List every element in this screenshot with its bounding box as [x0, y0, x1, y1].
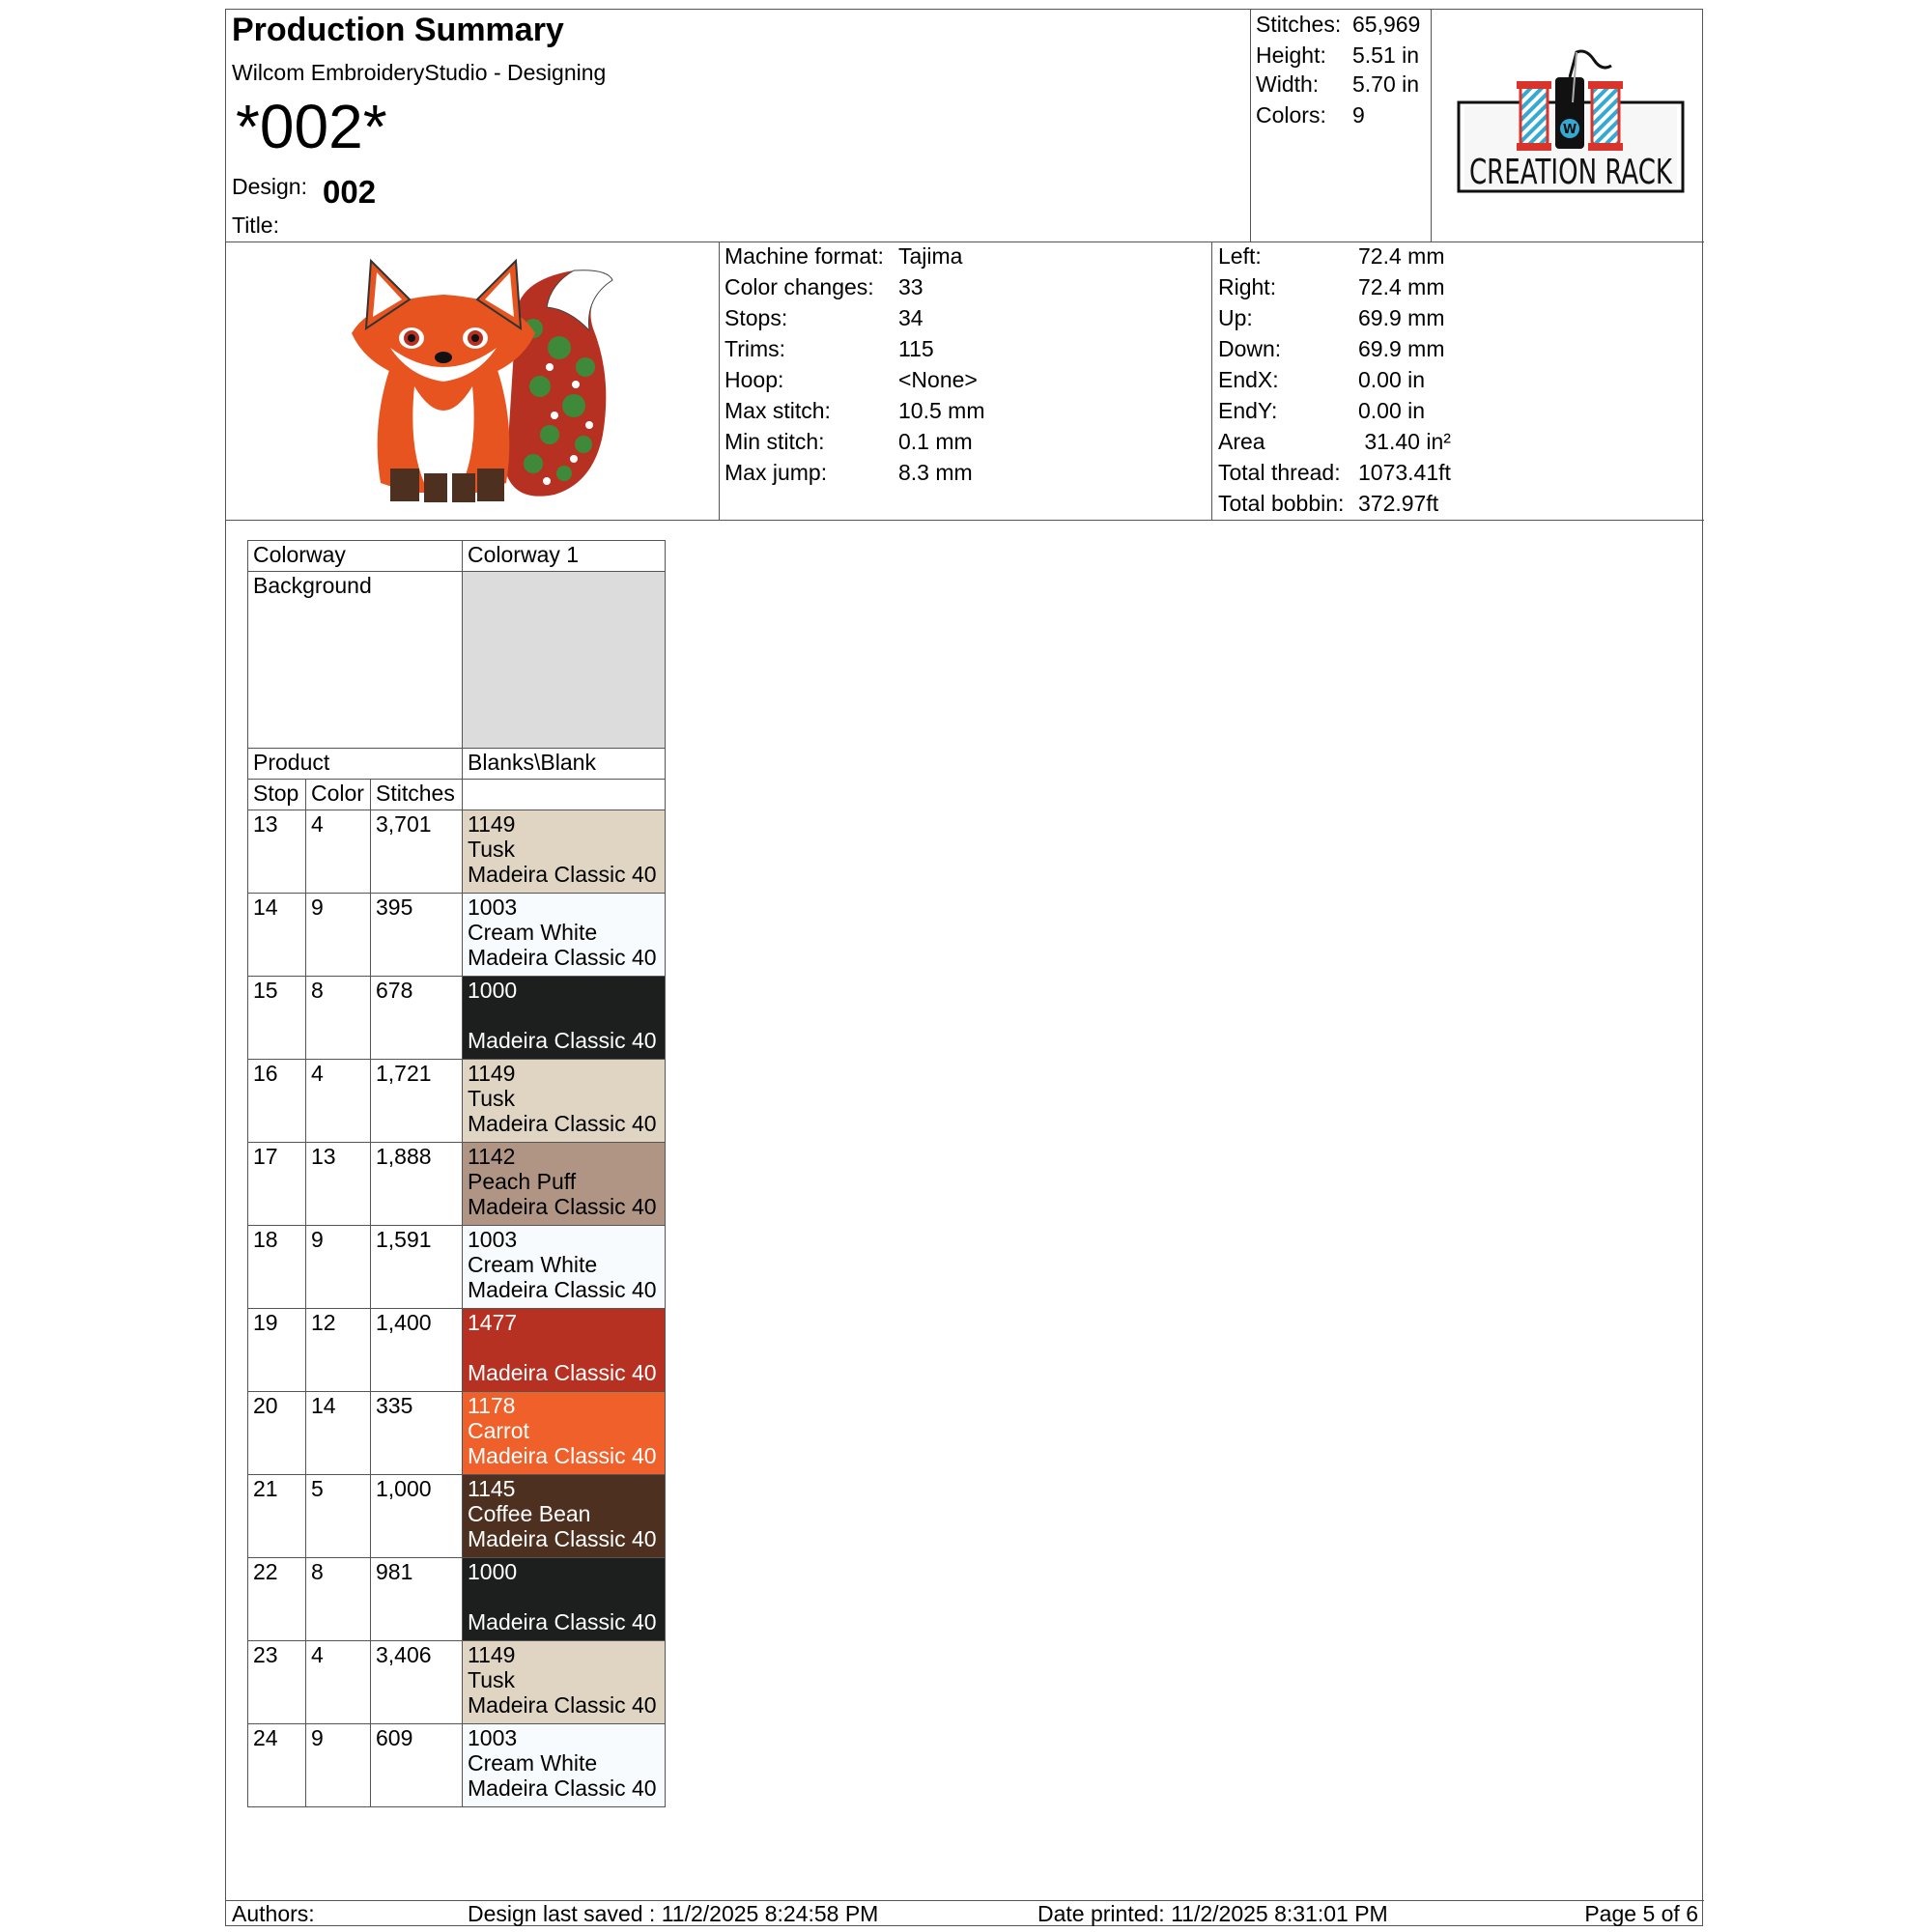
- stitch-count: 1,591: [370, 1225, 463, 1309]
- max-stitch-label: Max stitch:: [724, 398, 831, 423]
- endx-label: EndX:: [1218, 367, 1279, 392]
- svg-text:W: W: [1562, 123, 1577, 137]
- thread-code: 1149: [468, 1642, 516, 1667]
- stitches-label: Stitches:: [1256, 12, 1342, 37]
- thread-swatch: [462, 1723, 666, 1807]
- color-number: 4: [305, 810, 371, 894]
- colorway-header-value: Colorway 1: [462, 540, 666, 572]
- thread-thread: Madeira Classic 40: [468, 1111, 657, 1136]
- stitch-count: 335: [370, 1391, 463, 1475]
- thread-name: [468, 1584, 660, 1609]
- thread-thread: Madeira Classic 40: [468, 1776, 657, 1801]
- up-label: Up:: [1218, 305, 1253, 330]
- color-number: 9: [305, 1723, 371, 1807]
- max-stitch-value: 10.5 mm: [898, 398, 985, 423]
- thread-thread: Madeira Classic 40: [468, 1692, 657, 1718]
- thread-thread: Madeira Classic 40: [468, 862, 657, 887]
- thread-code: 1003: [468, 895, 518, 920]
- title-label: Title:: [232, 213, 279, 238]
- header: [226, 10, 1704, 242]
- design-barcode-text: *002*: [236, 92, 387, 161]
- stitch-count: 395: [370, 893, 463, 977]
- width-value: 5.70 in: [1352, 71, 1420, 97]
- col-color-header: Color: [305, 779, 371, 810]
- stitch-count: 678: [370, 976, 463, 1060]
- thread-name: Tusk: [468, 837, 515, 862]
- colorway-header-label: Colorway: [247, 540, 463, 572]
- color-number: 12: [305, 1308, 371, 1392]
- creation-rack-logo: [1432, 10, 1704, 242]
- summary-stats: [1250, 10, 1432, 242]
- thread-swatch: [462, 1308, 666, 1392]
- area-label: Area: [1218, 429, 1265, 454]
- thread-swatch: [462, 1142, 666, 1226]
- width-label: Width:: [1256, 71, 1320, 97]
- thread-swatch: [462, 1557, 666, 1641]
- stop-number: 15: [247, 976, 306, 1060]
- page-footer: [226, 1900, 1704, 1928]
- color-changes-value: 33: [898, 274, 923, 299]
- stop-number: 17: [247, 1142, 306, 1226]
- fox-embroidery-image: [226, 242, 719, 520]
- endy-value: 0.00 in: [1358, 398, 1426, 423]
- thread-swatch: [462, 1640, 666, 1724]
- design-label: Design:: [232, 174, 307, 199]
- thread-code: 1000: [468, 978, 518, 1003]
- colors-value: 9: [1352, 102, 1365, 128]
- thread-swatch: [462, 1391, 666, 1475]
- colors-label: Colors:: [1256, 102, 1326, 128]
- thread-code: 1000: [468, 1559, 518, 1584]
- stop-number: 13: [247, 810, 306, 894]
- thread-swatch: [462, 893, 666, 977]
- stop-number: 16: [247, 1059, 306, 1143]
- page-title: Production Summary: [232, 12, 564, 48]
- left-value: 72.4 mm: [1358, 243, 1445, 269]
- thread-thread: Madeira Classic 40: [468, 1360, 657, 1385]
- stop-number: 20: [247, 1391, 306, 1475]
- machine-format-value: Tajima: [898, 243, 963, 269]
- thread-code: 1178: [468, 1393, 516, 1418]
- thread-thread: Madeira Classic 40: [468, 1443, 657, 1468]
- logo-image: [1432, 10, 1704, 242]
- thread-name: Tusk: [468, 1086, 515, 1111]
- thread-code: 1477: [468, 1310, 518, 1335]
- app-subtitle: Wilcom EmbroideryStudio - Designing: [232, 60, 607, 85]
- max-jump-label: Max jump:: [724, 460, 828, 485]
- thread-name: [468, 1003, 660, 1028]
- thread-name: Coffee Bean: [468, 1501, 591, 1526]
- thread-swatch: [462, 976, 666, 1060]
- min-stitch-value: 0.1 mm: [898, 429, 973, 454]
- stop-number: 19: [247, 1308, 306, 1392]
- thread-swatch: [462, 810, 666, 894]
- last-saved: Design last saved : 11/2/2025 8:24:58 PM: [468, 1901, 879, 1926]
- height-label: Height:: [1256, 43, 1326, 68]
- stitch-count: 1,400: [370, 1308, 463, 1392]
- stitch-count: 3,701: [370, 810, 463, 894]
- stitch-count: 1,888: [370, 1142, 463, 1226]
- date-printed: Date printed: 11/2/2025 8:31:01 PM: [1037, 1901, 1388, 1926]
- thread-code: 1149: [468, 1061, 516, 1086]
- stop-number: 21: [247, 1474, 306, 1558]
- stop-number: 24: [247, 1723, 306, 1807]
- hoop-label: Hoop:: [724, 367, 784, 392]
- thread-name: Tusk: [468, 1667, 515, 1692]
- thread-name: Carrot: [468, 1418, 529, 1443]
- background-label: Background: [247, 571, 463, 749]
- endy-label: EndY:: [1218, 398, 1278, 423]
- thread-name: Peach Puff: [468, 1169, 577, 1194]
- thread-name: [468, 1335, 660, 1360]
- thread-code: 1142: [468, 1144, 516, 1169]
- thread-code: 1149: [468, 811, 516, 837]
- thread-code: 1003: [468, 1725, 518, 1750]
- col-thread-header: [462, 779, 666, 810]
- left-label: Left:: [1218, 243, 1262, 269]
- total-bobbin-label: Total bobbin:: [1218, 491, 1345, 516]
- right-label: Right:: [1218, 274, 1277, 299]
- background-swatch: [462, 571, 666, 749]
- design-value: 002: [323, 174, 377, 210]
- right-value: 72.4 mm: [1358, 274, 1445, 299]
- stitch-count: 3,406: [370, 1640, 463, 1724]
- thread-thread: Madeira Classic 40: [468, 945, 657, 970]
- thread-name: Cream White: [468, 1252, 598, 1277]
- logo-text: CREATION RACK: [1469, 153, 1674, 192]
- thread-thread: Madeira Classic 40: [468, 1028, 657, 1053]
- min-stitch-label: Min stitch:: [724, 429, 825, 454]
- endx-value: 0.00 in: [1358, 367, 1426, 392]
- thread-swatch: [462, 1059, 666, 1143]
- trims-label: Trims:: [724, 336, 786, 361]
- trims-value: 115: [898, 336, 934, 361]
- stitch-count: 981: [370, 1557, 463, 1641]
- down-value: 69.9 mm: [1358, 336, 1445, 361]
- page-number: Page 5 of 6: [1584, 1901, 1698, 1926]
- stop-number: 14: [247, 893, 306, 977]
- design-preview: [226, 242, 720, 520]
- stitch-count: 1,000: [370, 1474, 463, 1558]
- thread-swatch: [462, 1474, 666, 1558]
- total-thread-label: Total thread:: [1218, 460, 1341, 485]
- thread-code: 1003: [468, 1227, 518, 1252]
- thread-name: Cream White: [468, 1750, 598, 1776]
- area-value: 31.40 in²: [1358, 429, 1451, 454]
- design-info: [226, 242, 1704, 521]
- thread-code: 1145: [468, 1476, 516, 1501]
- authors-label: Authors:: [232, 1901, 315, 1926]
- stop-number: 18: [247, 1225, 306, 1309]
- up-value: 69.9 mm: [1358, 305, 1445, 330]
- color-number: 9: [305, 893, 371, 977]
- stitch-count: 1,721: [370, 1059, 463, 1143]
- max-jump-value: 8.3 mm: [898, 460, 973, 485]
- machine-format-label: Machine format:: [724, 243, 884, 269]
- color-changes-label: Color changes:: [724, 274, 874, 299]
- thread-thread: Madeira Classic 40: [468, 1277, 657, 1302]
- thread-thread: Madeira Classic 40: [468, 1609, 657, 1634]
- height-value: 5.51 in: [1352, 43, 1420, 68]
- down-label: Down:: [1218, 336, 1282, 361]
- stitch-count: 609: [370, 1723, 463, 1807]
- color-number: 14: [305, 1391, 371, 1475]
- color-number: 13: [305, 1142, 371, 1226]
- thread-swatch: [462, 1225, 666, 1309]
- color-number: 4: [305, 1640, 371, 1724]
- color-number: 4: [305, 1059, 371, 1143]
- stops-label: Stops:: [724, 305, 788, 330]
- color-number: 5: [305, 1474, 371, 1558]
- color-number: 8: [305, 976, 371, 1060]
- col-stitches-header: Stitches: [370, 779, 463, 810]
- col-stop-header: Stop: [247, 779, 306, 810]
- stitches-value: 65,969: [1352, 12, 1421, 37]
- extents-info: [1212, 242, 1703, 520]
- total-bobbin-value: 372.97ft: [1358, 491, 1439, 516]
- hoop-value: <None>: [898, 367, 978, 392]
- thread-name: Cream White: [468, 920, 598, 945]
- thread-thread: Madeira Classic 40: [468, 1194, 657, 1219]
- total-thread-value: 1073.41ft: [1358, 460, 1451, 485]
- stop-number: 22: [247, 1557, 306, 1641]
- product-label: Product: [247, 748, 463, 780]
- machine-info: [719, 242, 1212, 520]
- stop-number: 23: [247, 1640, 306, 1724]
- thread-thread: Madeira Classic 40: [468, 1526, 657, 1551]
- product-value: Blanks\Blank: [462, 748, 666, 780]
- header-title-block: [226, 10, 1251, 242]
- color-number: 9: [305, 1225, 371, 1309]
- color-number: 8: [305, 1557, 371, 1641]
- stops-value: 34: [898, 305, 923, 330]
